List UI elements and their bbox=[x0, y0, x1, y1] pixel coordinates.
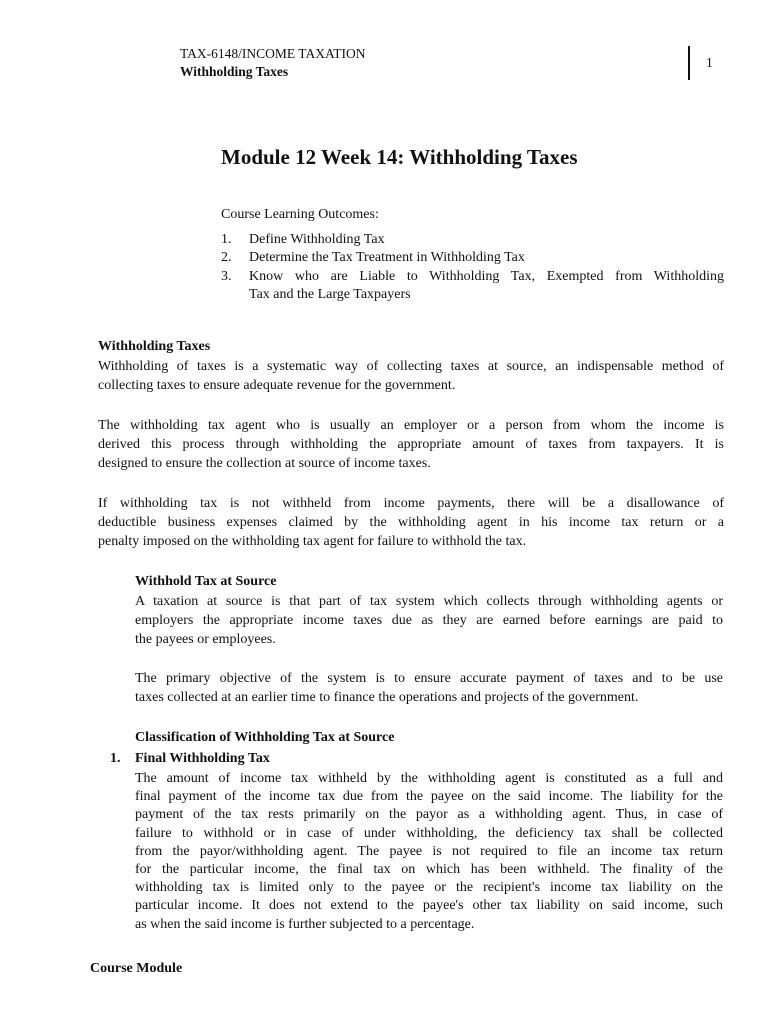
paragraph-line: failure to withhold or in case of under withholding, the deficiency tax shall be collected bbox=[135, 825, 723, 841]
paragraph-line: If withholding tax is not withheld from income payments, there will be a disallowance of bbox=[98, 496, 724, 511]
section-heading-classification: Classification of Withholding Tax at Source bbox=[135, 730, 395, 745]
paragraph-line: the payees or employees. bbox=[135, 632, 276, 647]
section-heading-withhold-tax-at-source: Withhold Tax at Source bbox=[135, 574, 277, 589]
paragraph-line: Withholding of taxes is a systematic way of collecting taxes at source, an indispensable method of bbox=[98, 359, 724, 374]
outcome-item bbox=[221, 231, 724, 249]
paragraph bbox=[98, 494, 724, 551]
paragraph bbox=[135, 592, 723, 649]
paragraph-line: payment of the tax rests primarily on the payor as a withholding agent. Thus, in case of bbox=[135, 807, 723, 823]
header-subtitle: Withholding Taxes bbox=[180, 64, 289, 79]
subheading-final-withholding-tax: Final Withholding Tax bbox=[135, 751, 270, 766]
page-number: 1 bbox=[706, 55, 713, 70]
paragraph bbox=[135, 770, 723, 934]
paragraph-line: designed to ensure the collection at source of income taxes. bbox=[98, 456, 431, 471]
section-heading-withholding-taxes: Withholding Taxes bbox=[98, 339, 211, 354]
paragraph-line: derived this process through withholding the appropriate amount of taxes from taxpayers. It is bbox=[98, 437, 724, 452]
paragraph-line: A taxation at source is that part of tax system which collects through withholding agents or bbox=[135, 594, 723, 609]
paragraph-line: The withholding tax agent who is usually an employer or a person from whom the income is bbox=[98, 418, 724, 433]
paragraph bbox=[98, 416, 724, 473]
outcome-text-line: Know who are Liable to Withholding Tax, Exempted from Withholding bbox=[249, 268, 724, 284]
module-title: Module 12 Week 14: Withholding Taxes bbox=[221, 145, 578, 169]
outcome-text-line: Tax and the Large Taxpayers bbox=[249, 287, 411, 303]
paragraph-line: final payment of the income tax due from the payee on the said income. The liability for the bbox=[135, 789, 723, 805]
footer-course-module: Course Module bbox=[90, 961, 183, 976]
paragraph-line: collecting taxes to ensure adequate revenue for the government. bbox=[98, 378, 456, 393]
course-code: TAX-6148/INCOME TAXATION bbox=[180, 46, 366, 61]
outcome-text: Determine the Tax Treatment in Withholding Tax bbox=[249, 250, 525, 266]
outcome-item bbox=[221, 249, 724, 267]
outcome-item bbox=[221, 268, 724, 305]
paragraph-line: withholding tax is limited only to the payee or the recipient's income tax liability on the bbox=[135, 880, 723, 896]
paragraph-line: employers the appropriate income taxes due as they are earned before earnings are paid to bbox=[135, 613, 723, 628]
paragraph-line: taxes collected at an earlier time to finance the operations and projects of the government. bbox=[135, 690, 639, 705]
list-number: 1. bbox=[110, 751, 121, 766]
outcome-text: Define Withholding Tax bbox=[249, 232, 385, 247]
paragraph-line: The primary objective of the system is to ensure accurate payment of taxes and to be use bbox=[135, 671, 723, 686]
paragraph-line: penalty imposed on the withholding tax agent for failure to withhold the tax. bbox=[98, 534, 527, 549]
paragraph bbox=[98, 357, 724, 395]
paragraph-line: deductible business expenses claimed by the withholding agent in his income tax return or a bbox=[98, 515, 724, 530]
paragraph-line: particular income. It does not extend to the payee's other tax liability on said income, such bbox=[135, 898, 723, 914]
header-divider bbox=[688, 46, 690, 80]
paragraph-line: The amount of income tax withheld by the withholding agent is constituted as a full and bbox=[135, 771, 723, 786]
outcomes-heading: Course Learning Outcomes: bbox=[221, 207, 379, 222]
outcome-number: 2. bbox=[221, 250, 232, 266]
outcome-number: 3. bbox=[221, 268, 232, 284]
outcome-number: 1. bbox=[221, 232, 232, 247]
paragraph-line: from the payor/withholding agent. The payee is not required to file an income tax return bbox=[135, 843, 723, 859]
paragraph-line: as when the said income is further subjected to a percentage. bbox=[135, 916, 475, 932]
paragraph-line: for the particular income, the final tax on which has been withheld. The finality of the bbox=[135, 862, 723, 878]
outcomes-list bbox=[221, 231, 724, 305]
paragraph bbox=[135, 669, 723, 707]
